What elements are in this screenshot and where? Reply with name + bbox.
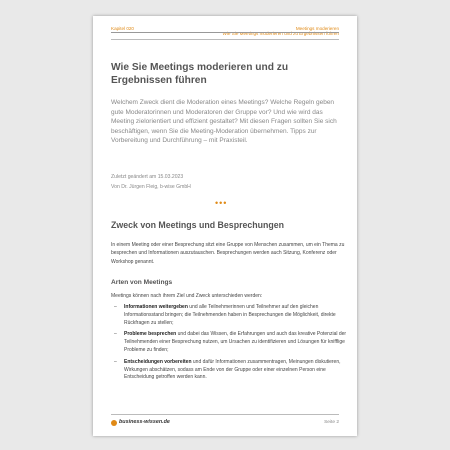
section-paragraph-purpose: In einem Meeting oder einer Besprechung sitzt eine Gruppe von Menschen zusammen, um ein Thema zu besprechen und Informationen auszutauschen. Besprechungen werden auch Sitzung, Konferenz oder Workshop genannt. <box>111 242 345 265</box>
meeting-types-intro: Meetings können nach ihrem Ziel und Zweck unterschieden werden: <box>111 293 263 299</box>
footer-logo <box>111 419 170 426</box>
list-item-text: und dafür Informationen zusammentragen, Meinungen diskutieren, Wirkungen abschätzen, sodass am Ende von der Gruppe oder einer einzelnen Person eine Entscheidung getroffen werden kann. <box>124 358 341 381</box>
list-item-bold: Informationen weitergeben <box>124 304 188 310</box>
separator-dots: ••• <box>215 198 228 208</box>
header-subtitle: Wie Sie Meetings moderieren und zu Ergebnissen führen <box>222 31 339 37</box>
section-heading-purpose: Zweck von Meetings und Besprechungen <box>111 220 285 230</box>
list-item <box>111 304 347 327</box>
subheading-meeting-types: Arten von Meetings <box>111 279 173 286</box>
chapter-label: Kapitel 020 <box>111 26 134 31</box>
author-line: Von Dr. Jürgen Fleig, b-wise GmbH <box>111 184 191 190</box>
logo-text: business-wissen.de <box>119 419 170 425</box>
document-page <box>93 16 357 436</box>
page-title: Wie Sie Meetings moderieren und zu Ergebnissen führen <box>111 62 289 86</box>
meeting-types-list <box>111 304 347 386</box>
list-item-bold: Probleme besprechen <box>124 331 177 338</box>
footer-divider <box>111 414 339 415</box>
list-item <box>111 359 347 382</box>
dash-bullet: – <box>114 358 117 365</box>
list-item-bold: Entscheidungen vorbereiten <box>124 358 192 365</box>
list-item <box>111 331 347 354</box>
dash-bullet: – <box>114 304 117 310</box>
page-number: Seite 2 <box>324 420 339 425</box>
list-item-text: und dabei das Wissen, die Erfahrungen und auch das kreative Potenzial der Teilnehmenden einer Besprechung nutzen, um Ursachen zu identifizieren und Lösungen für knifflige Probleme zu finden; <box>124 331 347 353</box>
header-divider-lower <box>111 39 339 40</box>
dash-bullet: – <box>114 331 117 338</box>
list-item-text: und alle Teilnehmerinnen und Teilnehmer auf den gleichen Informationsstand bringen; die Teilnehmenden haben in Besprechungen die Möglichkeit, direkte Rückfragen zu stellen; <box>124 304 336 326</box>
header-divider <box>111 32 339 33</box>
section-label: Meetings moderieren <box>295 26 339 31</box>
logo-dot-icon <box>111 420 117 426</box>
lead-paragraph: Welchem Zweck dient die Moderation eines Meetings? Welche Regeln geben gute Moderatorinnen und Moderatoren der Gruppe vor? Und wie wird das Meeting zielorientiert und effizient gestaltet? Mit diesen Fragen sollten Sie sich beschäftigen, wenn Sie die Meeting-Moderation übernehmen. Tipps zur Vorbereitung und Durchführung – mit Praxisteil. <box>111 99 337 145</box>
last-changed: Zuletzt geändert am 15.03.2023 <box>111 174 184 180</box>
